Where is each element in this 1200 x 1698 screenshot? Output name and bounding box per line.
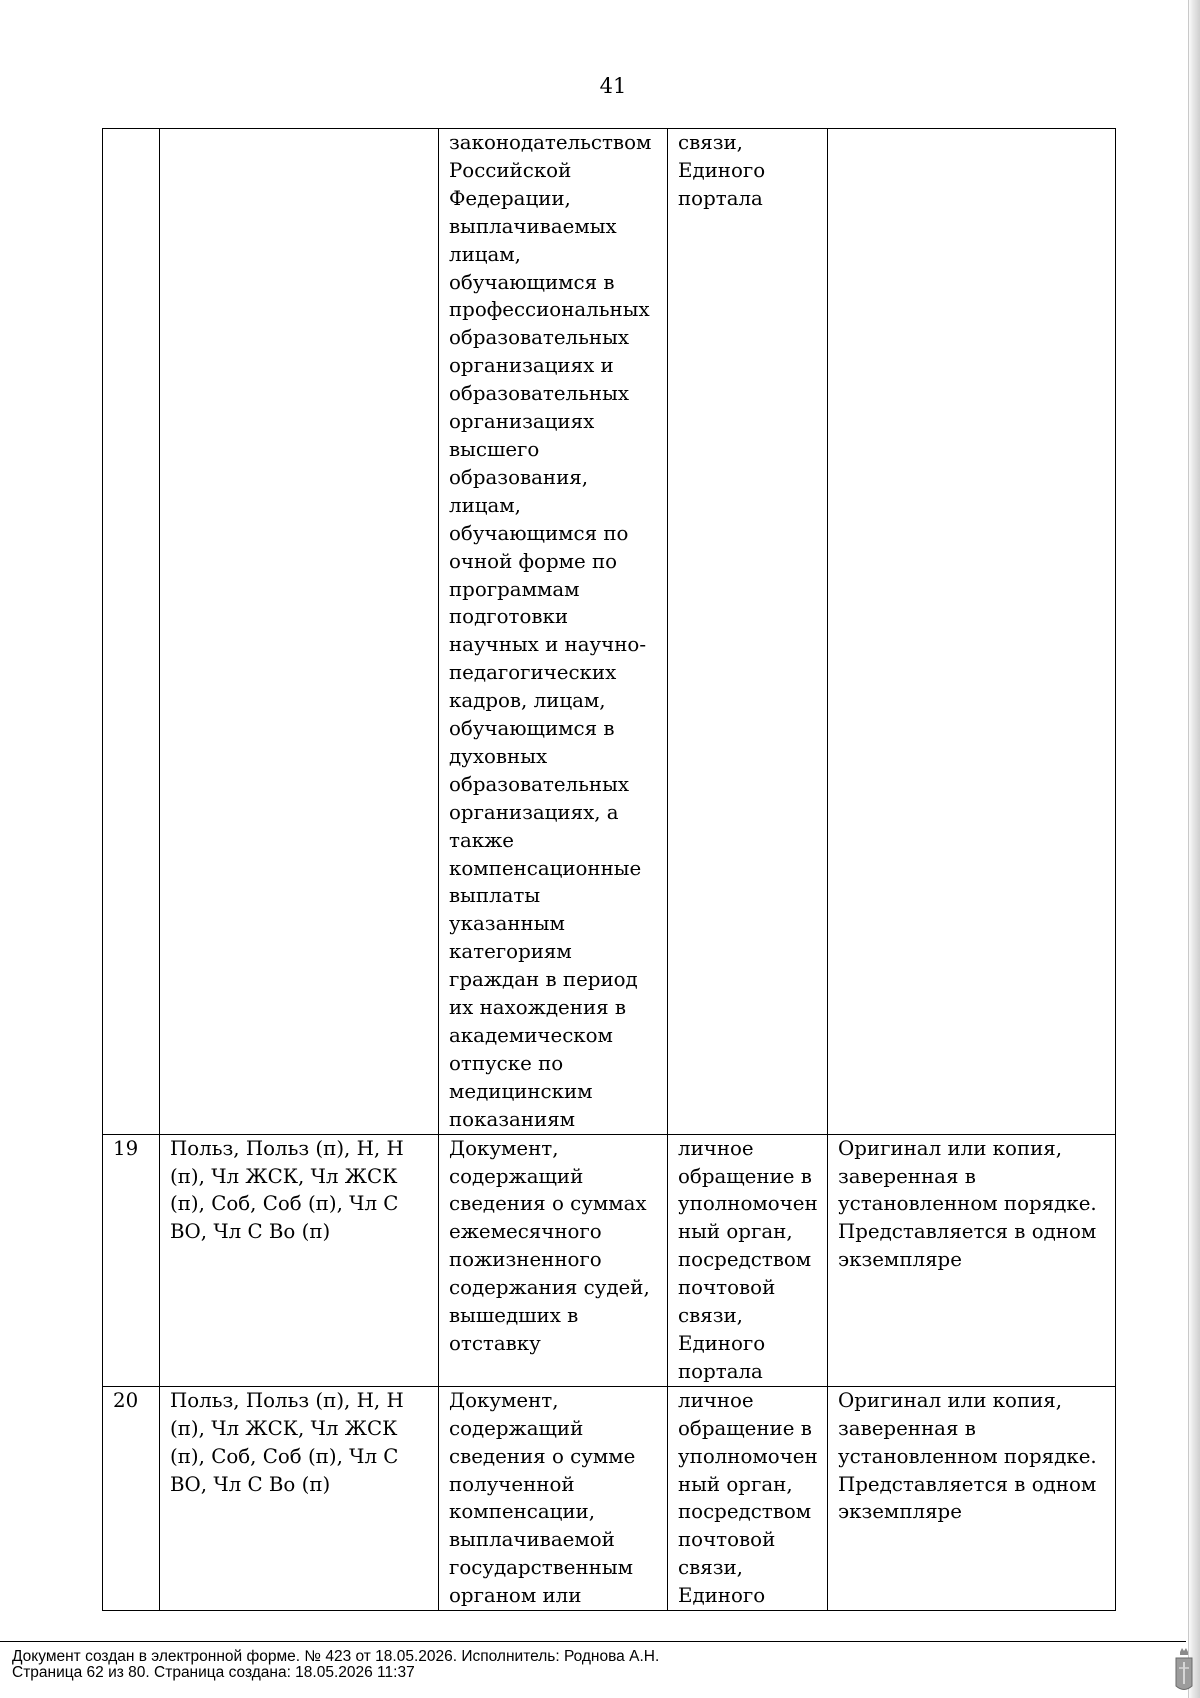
row-number-cell: 20 <box>103 1386 160 1610</box>
document-name-cell: Документ, содержащий сведения о сумме полученной компенсации, выплачиваемой государственным органом или <box>439 1386 668 1610</box>
applicant-category-cell: Польз, Польз (п), Н, Н (п), Чл ЖСК, Чл ЖСК (п), Соб, Соб (п), Чл С ВО, Чл С Во (п) <box>160 1386 439 1610</box>
footer-divider <box>0 1641 1186 1642</box>
footer-line-page-info: Страница 62 из 80. Страница создана: 18.05.2026 11:37 <box>12 1664 415 1681</box>
row-number-cell: 19 <box>103 1134 160 1386</box>
applicant-category-cell <box>160 129 439 1135</box>
documents-table <box>102 128 1116 1611</box>
applicant-category-cell: Польз, Польз (п), Н, Н (п), Чл ЖСК, Чл ЖСК (п), Соб, Соб (п), Чл С ВО, Чл С Во (п) <box>160 1134 439 1386</box>
document-name-cell: законодательством Российской Федерации, выплачиваемых лицам, обучающимся в профессиональных образовательных организациях и образовательных организациях высшего образования, лицам, обучающимся по очной форме по программам подготовки научных и научно- педагогических кадров, лицам, обучающимся в духовных образовательных организациях, а также компенсационные выплаты указанным категориям граждан в период их нахождения в академическом отпуске по медицинским показаниям <box>439 129 668 1135</box>
footer-line-document-info: Документ создан в электронной форме. № 423 от 18.05.2026. Исполнитель: Роднова А.Н. <box>12 1648 660 1665</box>
document-form-cell <box>828 129 1116 1135</box>
table-row <box>103 129 1116 1135</box>
table-row <box>103 1134 1116 1386</box>
coat-of-arms-icon <box>1173 1646 1195 1694</box>
row-number-cell <box>103 129 160 1135</box>
document-name-cell: Документ, содержащий сведения о суммах ежемесячного пожизненного содержания судей, вышедших в отставку <box>439 1134 668 1386</box>
submission-method-cell: личное обращение в уполномочен ный орган, посредством почтовой связи, Единого портала <box>668 1134 828 1386</box>
page-edge <box>1188 0 1200 1698</box>
submission-method-cell: личное обращение в уполномочен ный орган, посредством почтовой связи, Единого <box>668 1386 828 1610</box>
table-row <box>103 1386 1116 1610</box>
document-footer <box>12 1649 659 1681</box>
document-form-cell: Оригинал или копия, заверенная в установленном порядке. Представляется в одном экземпляре <box>828 1134 1116 1386</box>
page-number: 41 <box>599 74 627 98</box>
submission-method-cell: связи, Единого портала <box>668 129 828 1135</box>
document-form-cell: Оригинал или копия, заверенная в установленном порядке. Представляется в одном экземпляре <box>828 1386 1116 1610</box>
